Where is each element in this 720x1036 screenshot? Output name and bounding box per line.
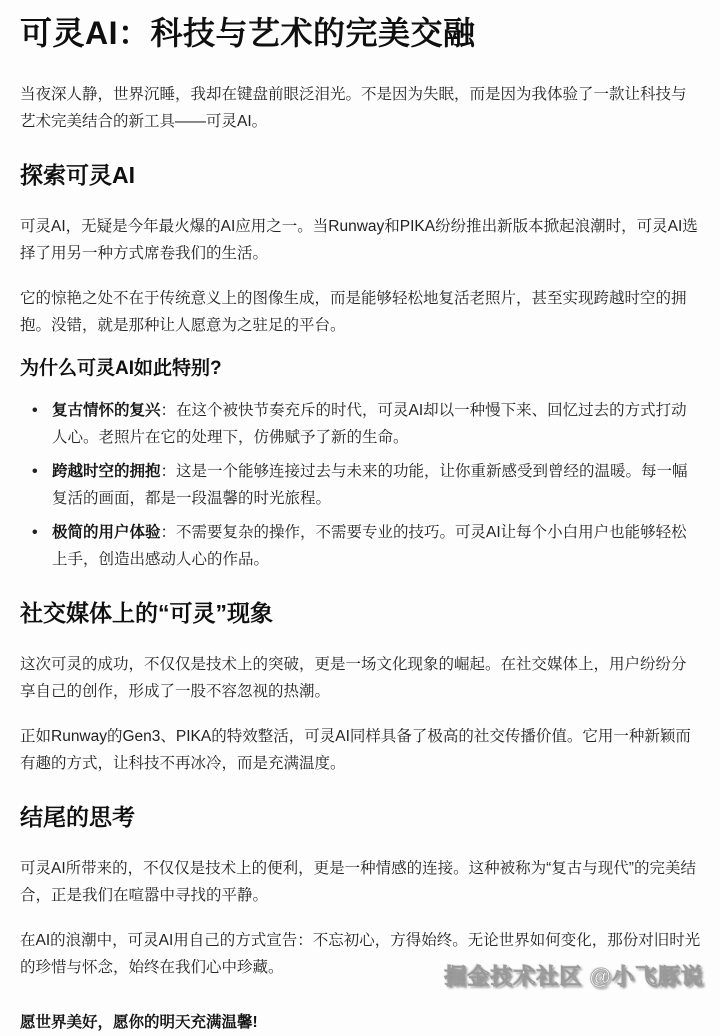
bullet-icon: • (32, 462, 38, 480)
bullet-term: 极简的用户体验 (52, 523, 161, 541)
bullet-term: 复古情怀的复兴 (52, 401, 161, 419)
bullet-icon: • (32, 523, 38, 541)
list-item-time-embrace (32, 458, 701, 512)
closing-wish-line: 愿世界美好，愿你的明天充满温馨! (20, 1013, 258, 1031)
bullet-icon: • (32, 401, 38, 419)
subsection-heading-why-special: 为什么可灵AI如此特别? (20, 358, 222, 380)
section-heading-explore: 探索可灵AI (20, 162, 135, 189)
list-item-retro-revival (32, 397, 701, 451)
bullet-separator: ： (160, 523, 177, 541)
bullet-text: 这是一个能够连接过去与未来的功能，让你重新感受到曾经的温暖。每一幅复活的画面，都是一段温馨的时光旅程。 (52, 462, 688, 507)
community-watermark: 掘金技术社区 @小飞豚说 (444, 964, 704, 989)
list-item-simple-ux (32, 519, 701, 573)
paragraph-explore-2: 它的惊艳之处不在于传统意义上的图像生成，而是能够轻松地复活老照片，甚至实现跨越时空的拥抱。没错，就是那种让人愿意为之驻足的平台。 (20, 290, 687, 335)
paragraph-final-2: 在AI的浪潮中，可灵AI用自己的方式宣告：不忘初心，方得始终。无论世界如何变化，那份对旧时光的珍惜与怀念，始终在我们心中珍藏。 (20, 931, 701, 976)
intro-paragraph: 当夜深人静，世界沉睡，我却在键盘前眼泛泪光。不是因为失眠，而是因为我体验了一款让科技与艺术完美结合的新工具——可灵AI。 (20, 86, 687, 131)
paragraph-final-1: 可灵AI所带来的，不仅仅是技术上的便利，更是一种情感的连接。这种被称为“复古与现代”的完美结合，正是我们在喧嚣中寻找的平静。 (20, 859, 696, 904)
bullet-text: 不需要复杂的操作，不需要专业的技巧。可灵AI让每个小白用户也能够轻松上手，创造出感动人心的作品。 (52, 523, 687, 568)
section-heading-social-media: 社交媒体上的“可灵”现象 (20, 599, 273, 626)
section-heading-final-thoughts: 结尾的思考 (20, 803, 135, 830)
bullet-separator: ： (160, 462, 177, 480)
bullet-text: 在这个被快节奏充斥的时代，可灵AI却以一种慢下来、回忆过去的方式打动人心。老照片在它的处理下，仿佛赋予了新的生命。 (52, 401, 687, 446)
bullet-term: 跨越时空的拥抱 (52, 462, 161, 480)
bullet-separator: ： (160, 401, 177, 419)
paragraph-explore-1: 可灵AI，无疑是今年最火爆的AI应用之一。当Runway和PIKA纷纷推出新版本掀起浪潮时，可灵AI选择了用另一种方式席卷我们的生活。 (20, 218, 698, 263)
page-title: 可灵AI：科技与艺术的完美交融 (20, 15, 476, 51)
feature-list (20, 397, 701, 573)
paragraph-social-1: 这次可灵的成功，不仅仅是技术上的突破，更是一场文化现象的崛起。在社交媒体上，用户纷纷分享自己的创作，形成了一股不容忽视的热潮。 (20, 655, 687, 700)
paragraph-social-2: 正如Runway的Gen3、PIKA的特效整活，可灵AI同样具备了极高的社交传播价值。它用一种新颖而有趣的方式，让科技不再冰冷，而是充满温度。 (20, 727, 691, 772)
